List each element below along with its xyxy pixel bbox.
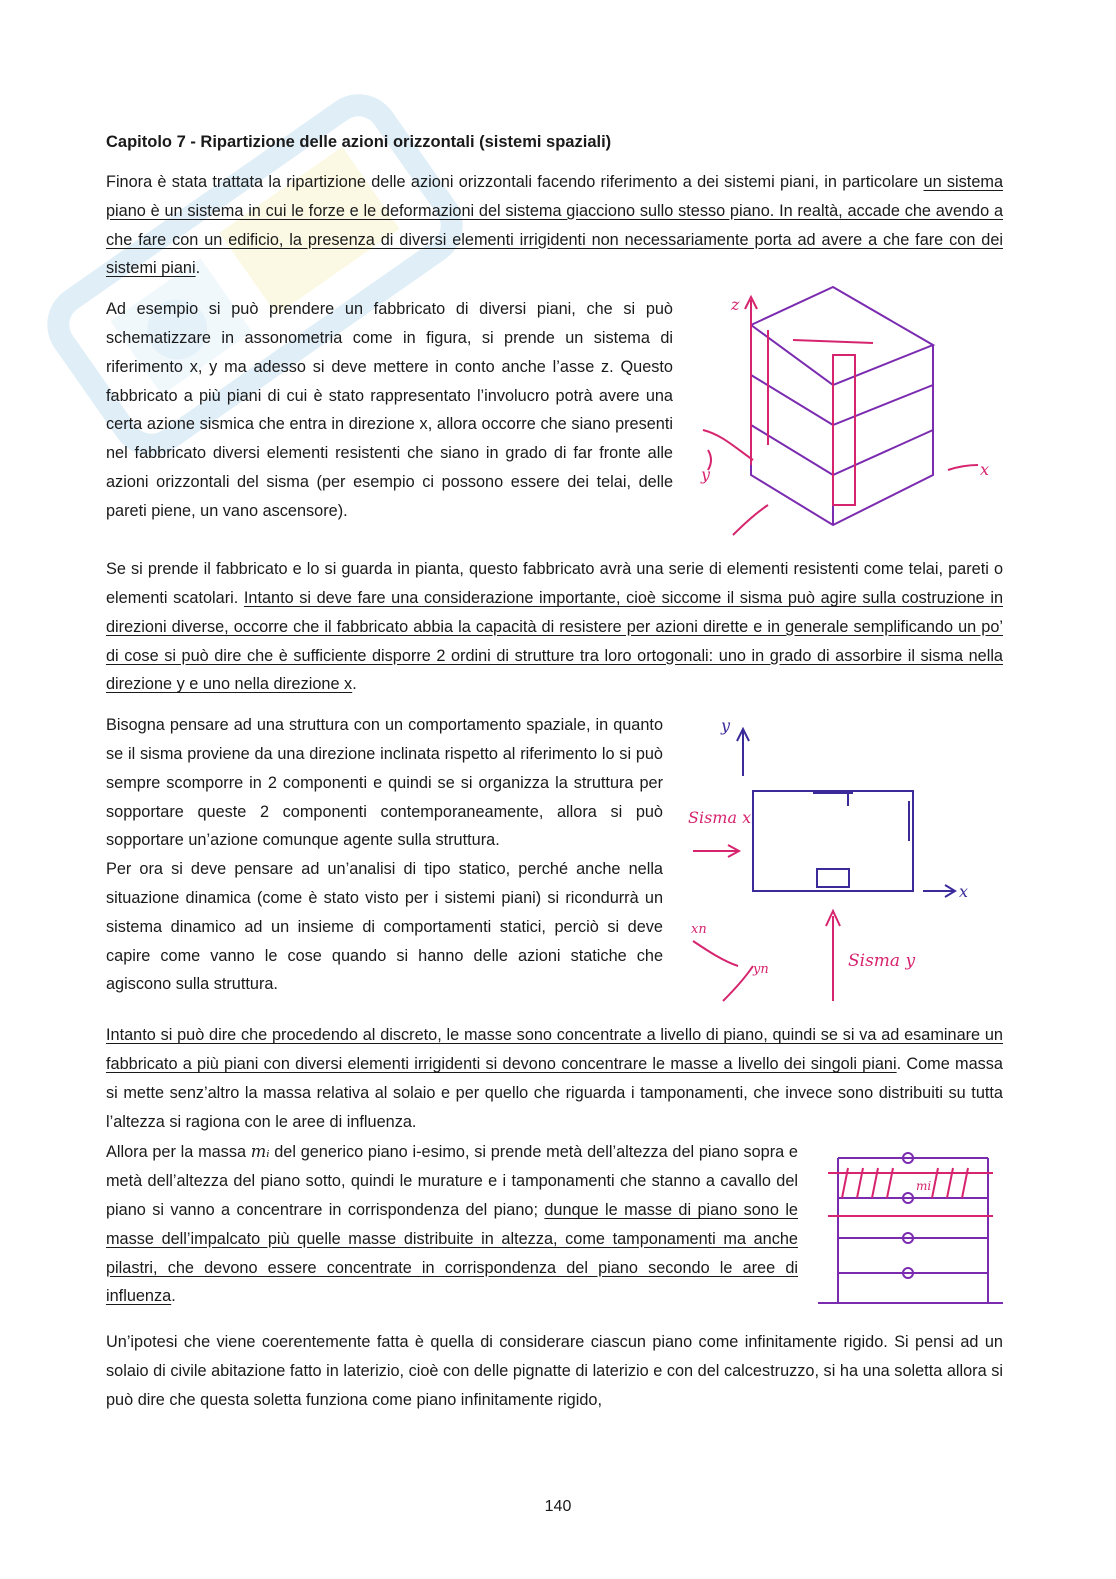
paragraph-5: Intanto si può dire che procedendo al discreto, le masse sono concentrate a livello di piano, quindi se si va ad esaminare un fabbricato a più piani con diversi elementi irrigidenti si devono concentrare le masse a livello dei singoli piani. Come massa si mette senz’altro la massa relativa al solaio e per quello che riguarda i tamponamenti, che invece sono distribuiti su tutta l’altezza si ragiona con le aree di influenza. bbox=[106, 1026, 1003, 1131]
section-assonometria bbox=[106, 295, 1003, 547]
paragraph-3: Se si prende il fabbricato e lo si guarda in pianta, questo fabbricato avrà una serie di elementi resistenti come telai, pareti o elementi scatolari. Intanto si deve fare una considerazione importante, cioè siccome il sisma può agire sulla costruzione in direzioni diverse, occorre che il fabbricato abbia la capacità di resistere per azioni dirette e in generale semplificando un po’ di cose si può dire che è sufficiente disporre 2 ordini di strutture tra loro ortogonali: uno in grado di assorbire il sisma nella direzione y e uno nella direzione x. bbox=[106, 560, 1003, 694]
section-pianta bbox=[106, 711, 1003, 1011]
page-content bbox=[106, 130, 1003, 1427]
plan-yn-label: yn bbox=[753, 962, 769, 978]
chapter-title: Capitolo 7 - Ripartizione delle azioni orizzontali (sistemi spaziali) bbox=[106, 133, 612, 151]
z-axis-label: z bbox=[731, 295, 740, 315]
page-number: 140 bbox=[544, 1498, 572, 1515]
mi-label: mi bbox=[916, 1179, 932, 1194]
building-axonometric-sketch bbox=[693, 285, 1003, 547]
x-axis-label: x bbox=[980, 460, 990, 480]
paragraph-4: Bisogna pensare ad una struttura con un comportamento spaziale, in quanto se il sisma proviene da una direzione inclinata rispetto al riferimento lo si può sempre scomporre in 2 componenti e quindi se si organizza la struttura per sopportare queste 2 componenti contemporaneamente, allora si può sopportare un’azione comunque agente sulla struttura. Per ora si deve pensare ad un’analisi di tipo statico, perché anche nella situazione dinamica (come è stato visto per i sistemi piani) si ricondurrà un sistema dinamico ad un insieme di comportamenti statici, perciò si deve capire come vanno le cose quando si hanno delle azioni statiche che agiscono sulla struttura. bbox=[106, 716, 663, 994]
section-masse bbox=[106, 1138, 1003, 1318]
mass-symbol: mᵢ bbox=[250, 1142, 270, 1162]
plan-y-label: y bbox=[721, 716, 731, 736]
sisma-x-label: Sisma x bbox=[688, 808, 752, 828]
paragraph-7: Un’ipotesi che viene coerentemente fatta è quella di considerare ciascun piano come infinitamente rigido. Si pensi ad un solaio di civile abitazione fatto in laterizio, cioè con delle pignatte di laterizio e con del calcestruzzo, si ha una soletta allora si può dire che questa soletta funziona come piano infinitamente rigido, bbox=[106, 1333, 1003, 1409]
sisma-y-label: Sisma y bbox=[848, 951, 916, 972]
paragraph-1: Finora è stata trattata la ripartizione delle azioni orizzontali facendo riferimento a dei sistemi piani, in particolare un sistema piano è un sistema in cui le forze e le deformazioni del sistema giacciono sullo stesso piano. In realtà, accade che avendo a che fare con un edificio, la presenza di diversi elementi irrigidenti non necessariamente porta ad avere a che fare con dei sistemi piani. bbox=[106, 173, 1004, 278]
plan-xn-label: xn bbox=[691, 922, 707, 938]
plan-sketch bbox=[683, 711, 1003, 1011]
floor-masses-sketch bbox=[818, 1148, 1003, 1318]
plan-x-label: x bbox=[959, 882, 969, 902]
paragraph-6: Allora per la massa mᵢ del generico piano i-esimo, si prende metà dell’altezza del piano sopra e metà dell’altezza del piano sotto, quindi le murature e i tamponamenti che stanno a cavallo del piano si vanno a concentrare in corrispondenza del piano; dunque le masse di piano sono le masse dell’impalcato più quelle masse distribuite in altezza, come tamponamenti ma anche pilastri, che devono essere concentrate in corrispondenza del piano secondo le aree di influenza. bbox=[106, 1142, 798, 1306]
paragraph-2: Ad esempio si può prendere un fabbricato di diversi piani, che si può schematizzare in assonometria come in figura, si prende un sistema di riferimento x, y ma adesso si deve mettere in conto anche l’asse z. Questo fabbricato a più piani di cui è stato rappresentato l’involucro potrà avere una certa azione sismica che entra in direzione x, allora occorre che siano presenti nel fabbricato diversi elementi resistenti che siano in grado di far fronte alle azioni orizzontali del sisma (per esempio ci possono essere dei telai, delle pareti piene, un vano ascensore). bbox=[106, 300, 673, 520]
y-axis-label: y bbox=[701, 465, 711, 485]
